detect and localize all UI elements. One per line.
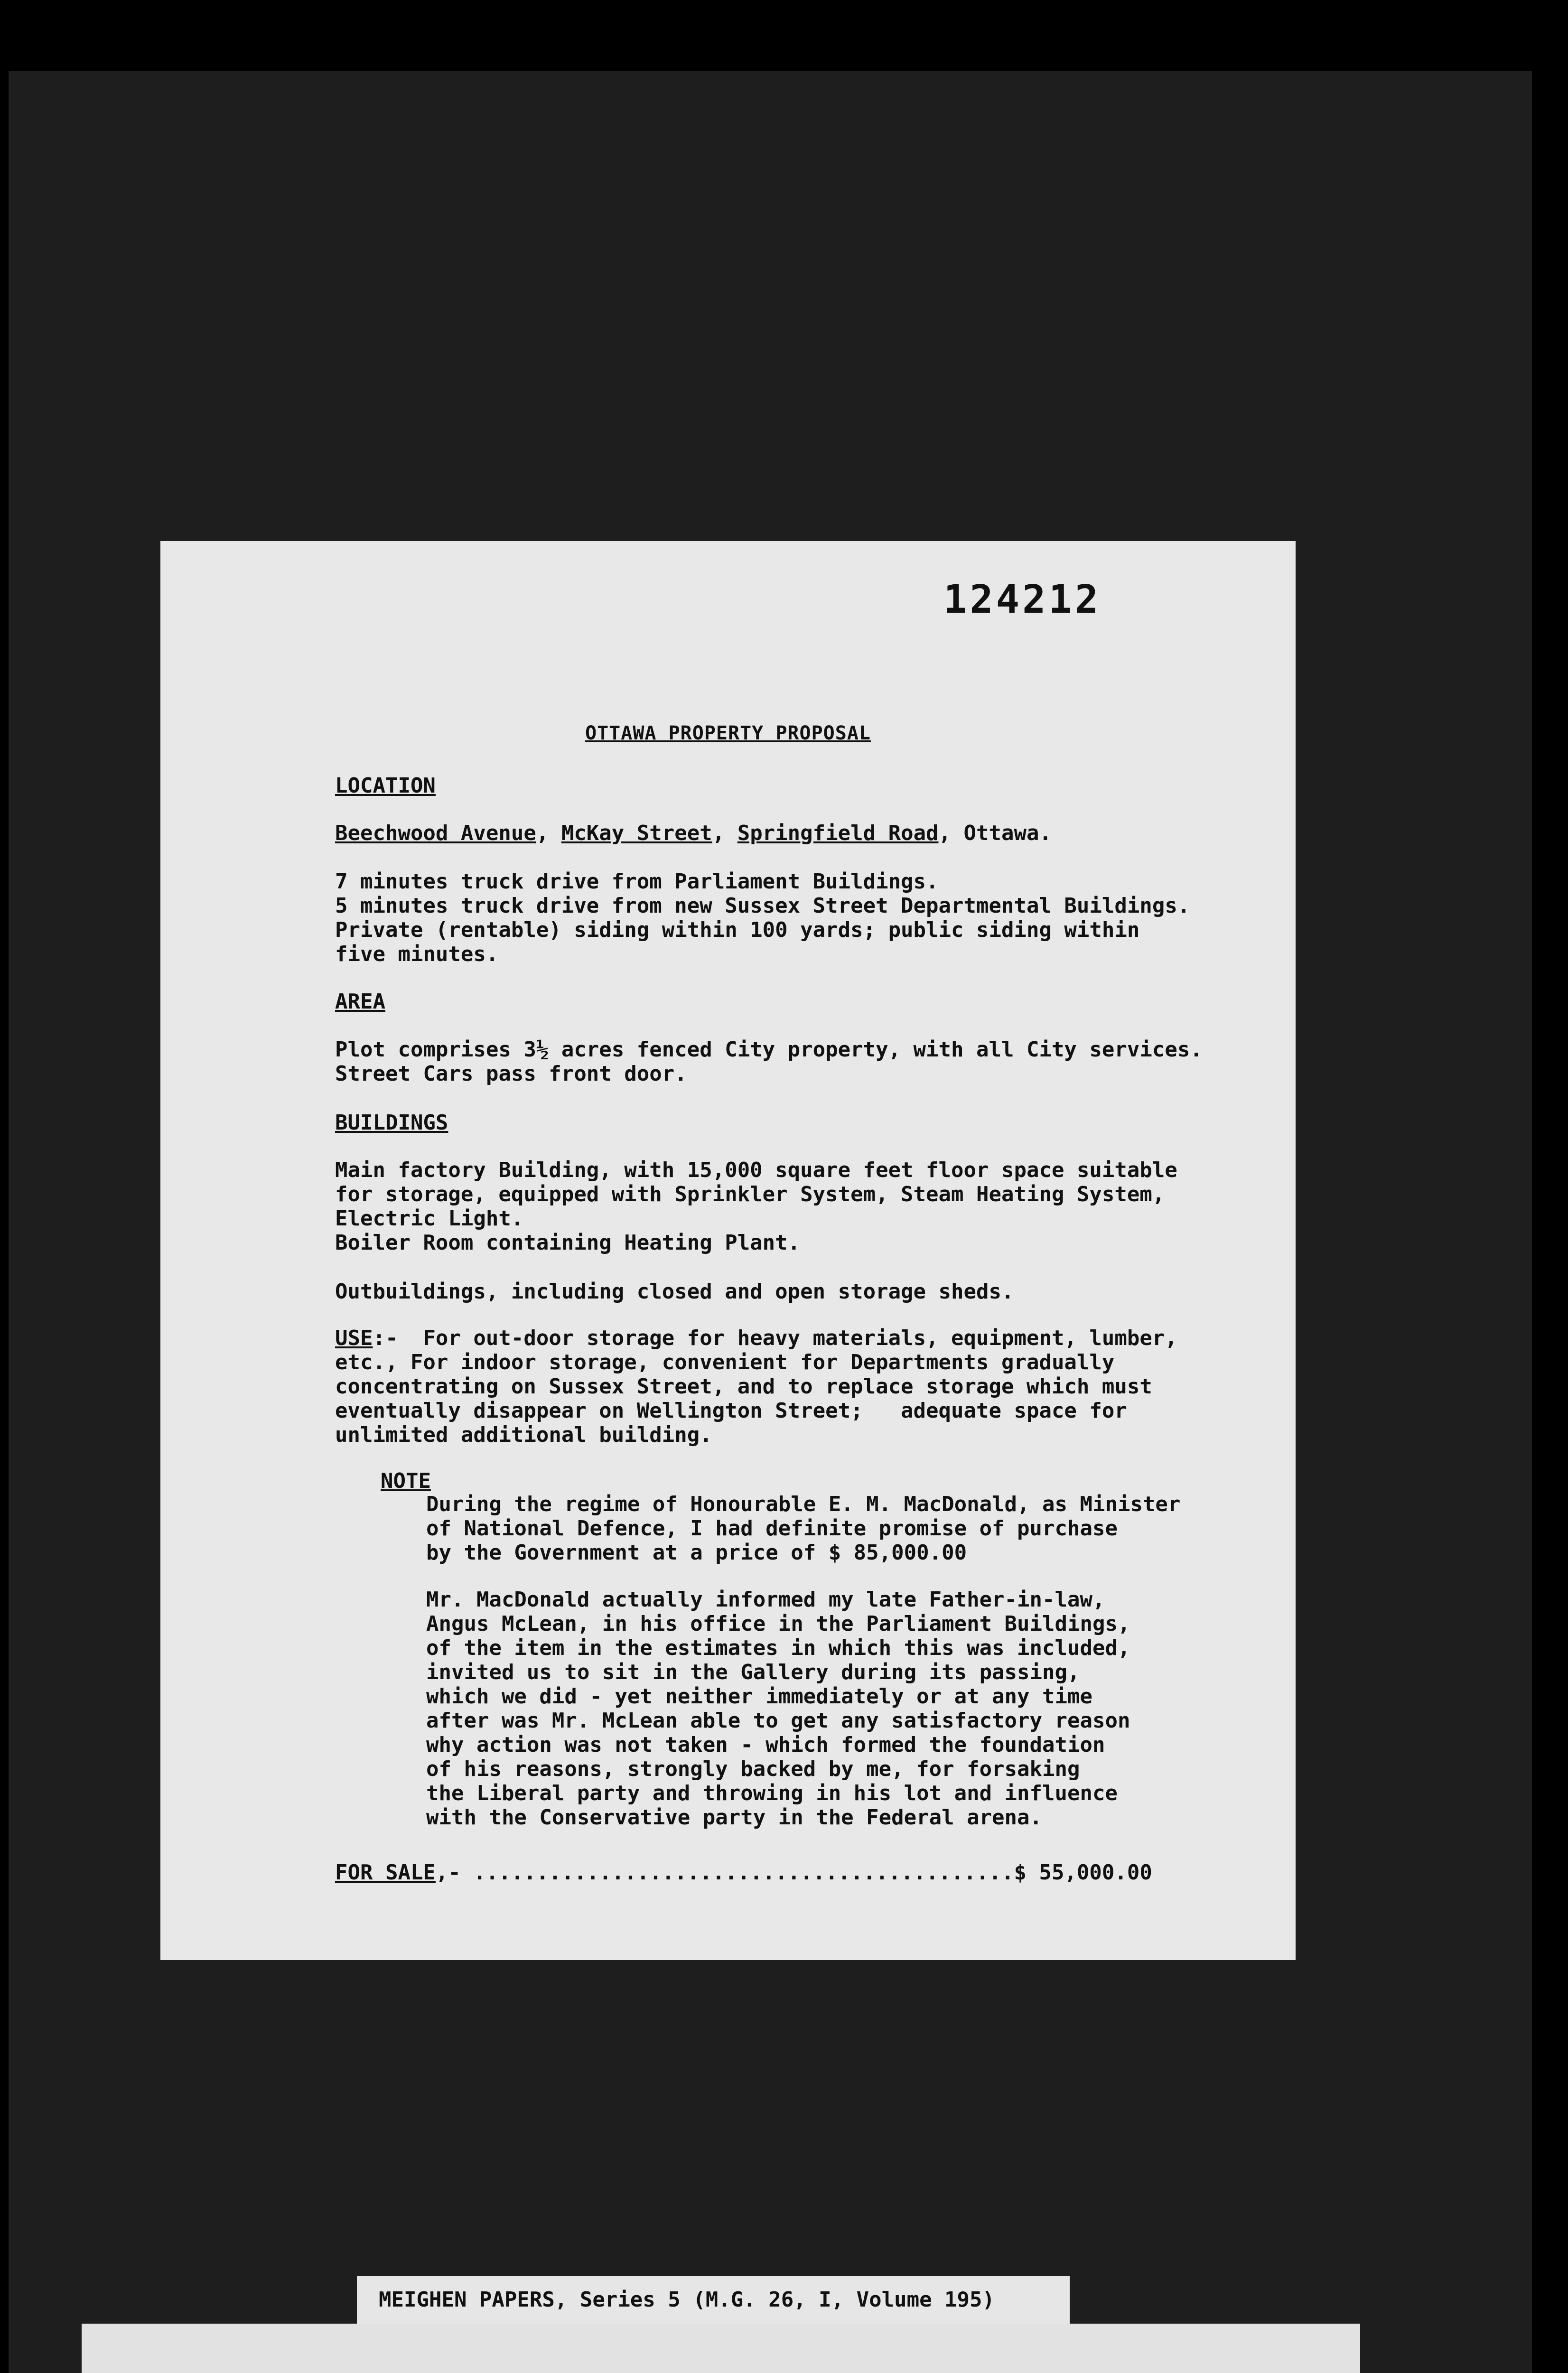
location-city: , Ottawa. xyxy=(938,821,1052,845)
location-heading: LOCATION xyxy=(335,774,436,798)
street-springfield: Springfield Road xyxy=(737,821,939,845)
use-text: :- For out-door storage for heavy materials, equipment, lumber, etc., For indoor storage, convenient for Departments gradually concentrating on Sussex Street, and to replace storage which must eventually disappear on Wellington Street; adequate space for unlimited additional building. xyxy=(335,1326,1177,1447)
buildings-heading: BUILDINGS xyxy=(335,1111,448,1135)
use-heading: USE xyxy=(335,1326,373,1350)
meighen-papers-label: MEIGHEN PAPERS, Series 5 (M.G. 26, I, Volume 195) xyxy=(357,2276,1070,2324)
for-sale-label: FOR SALE xyxy=(335,1860,436,1885)
archives-card xyxy=(82,2324,1360,2373)
note-paragraph-1: During the regime of Honourable E. M. MacDonald, as Minister of National Defence, I had definite promise of purchase by the Government at a price of $ 85,000.00 xyxy=(426,1492,1181,1565)
buildings-text: Main factory Building, with 15,000 square feet floor space suitable for storage, equipped with Sprinkler System, Steam Heating System, Electric Light. Boiler Room containing Heating Plant. xyxy=(335,1158,1177,1255)
area-text: Plot comprises 3½ acres fenced City property, with all City services. Street Cars pass front door. xyxy=(335,1037,1203,1086)
for-sale-line xyxy=(335,1860,1265,1885)
for-sale-price: $ 55,000.00 xyxy=(1014,1860,1152,1885)
location-streets: Beechwood Avenue, McKay Street, Springfield Road, Ottawa. xyxy=(335,821,1052,845)
for-sale-leader: ,- ........................................... xyxy=(435,1860,1014,1885)
use-section xyxy=(335,1326,1265,1447)
note-heading: NOTE xyxy=(381,1469,431,1493)
street-mckay: McKay Street xyxy=(561,821,712,845)
document-title: OTTAWA PROPERTY PROPOSAL xyxy=(585,722,871,744)
document-page xyxy=(160,541,1296,1960)
outbuildings-text: Outbuildings, including closed and open storage sheds. xyxy=(335,1280,1014,1304)
note-paragraph-2: Mr. MacDonald actually informed my late Father-in-law, Angus McLean, in his office in the Parliament Buildings, of the item in the estimates in which this was included, invited us to sit in the Gallery during its passing, which we did - yet neither immediately or at any time after was Mr. McLean able to get any satisfactory reason why action was not taken - which formed the foundation of his reasons, strongly backed by me, for forsaking the Liberal party and throwing in his lot and influence with the Conservative party in the Federal arena. xyxy=(426,1588,1130,1830)
area-heading: AREA xyxy=(335,990,385,1014)
street-beechwood: Beechwood Avenue xyxy=(335,821,536,845)
location-details: 7 minutes truck drive from Parliament Buildings. 5 minutes truck drive from new Sussex Street Departmental Buildings. Private (rentable) siding within 100 yards; public siding within five minutes. xyxy=(335,869,1190,966)
document-number: 124212 xyxy=(943,577,1101,622)
